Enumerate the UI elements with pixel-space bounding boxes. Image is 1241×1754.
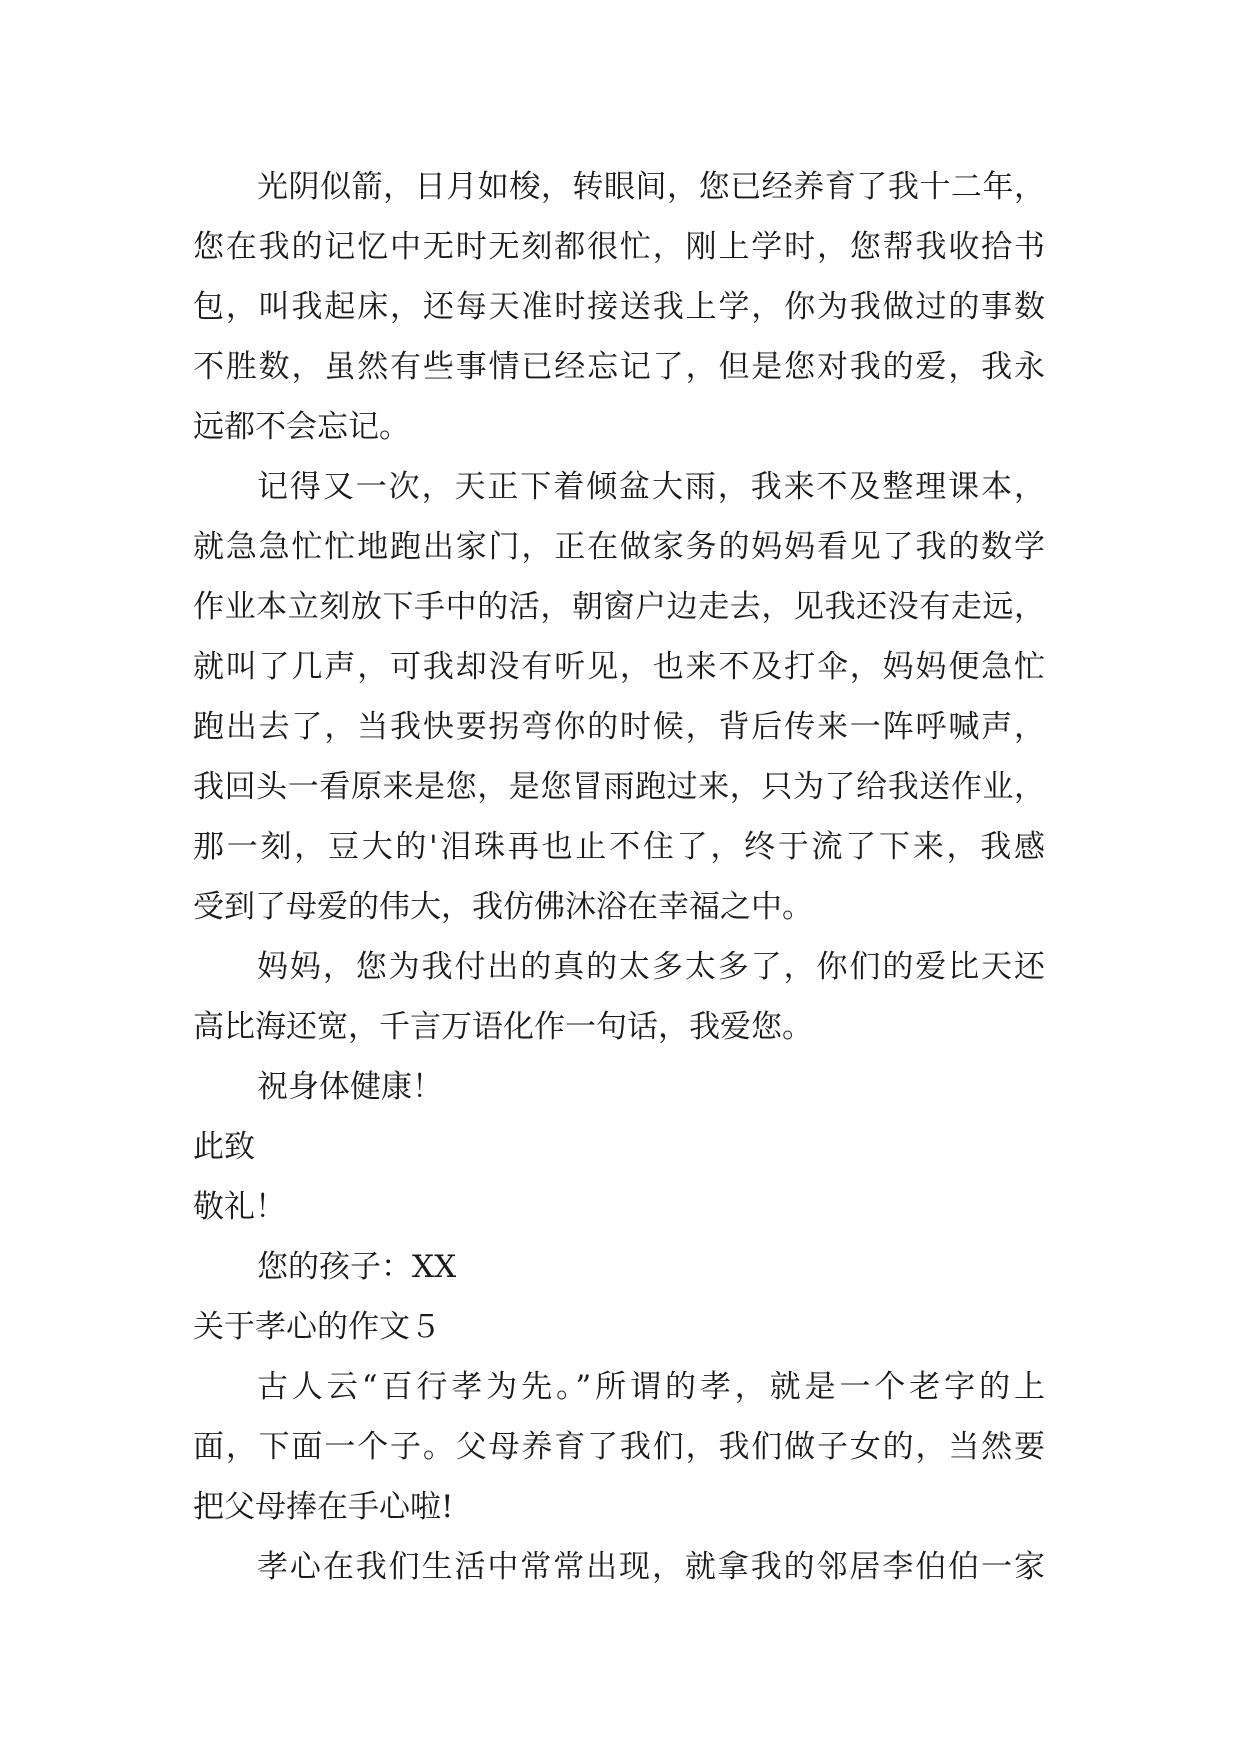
body-paragraph: [193, 1357, 1045, 1537]
text-line: 不胜数，虽然有些事情已经忘记了，但是您对我的爱，我永: [193, 349, 1045, 385]
text-line: 记得又一次，天正下着倾盆大雨，我来不及整理课本，: [257, 469, 1045, 505]
text-line: 敬礼！: [193, 1189, 286, 1225]
body-paragraph: [193, 457, 1045, 937]
body-paragraph: [193, 1537, 1045, 1597]
text-line: 光阴似箭，日月如梭，转眼间，您已经养育了我十二年，: [257, 169, 1045, 205]
text-line: 那一刻，豆大的'泪珠再也止不住了，终于流了下来，我感: [193, 829, 1045, 865]
text-line: 就叫了几声，可我却没有听见，也来不及打伞，妈妈便急忙: [193, 649, 1045, 685]
text-line: 高比海还宽，千言万语化作一句话，我爱您。: [193, 1009, 813, 1045]
text-line: 古人云“百行孝为先。”所谓的孝，就是一个老字的上: [257, 1369, 1045, 1405]
text-line: 远都不会忘记。: [193, 409, 410, 445]
text-line: 孝心在我们生活中常常出现，就拿我的邻居李伯伯一家: [257, 1549, 1045, 1585]
essay-heading: [193, 1297, 1045, 1357]
signature: [193, 1237, 1045, 1297]
salutation-jingli: [193, 1177, 1045, 1237]
text-line: 祝身体健康！: [257, 1069, 443, 1105]
text-line: 受到了母爱的伟大，我仿佛沐浴在幸福之中。: [193, 889, 813, 925]
salutation-cizhi: [193, 1117, 1045, 1177]
closing-wish: [193, 1057, 1045, 1117]
text-line: 您在我的记忆中无时无刻都很忙，刚上学时，您帮我收拾书: [193, 229, 1045, 265]
body-paragraph: [193, 937, 1045, 1057]
text-line: 关于孝心的作文５: [193, 1309, 441, 1345]
text-line: 包，叫我起床，还每天准时接送我上学，你为我做过的事数: [193, 289, 1045, 325]
body-paragraph: [193, 157, 1045, 457]
text-line: 就急急忙忙地跑出家门，正在做家务的妈妈看见了我的数学: [193, 529, 1045, 565]
text-line: 作业本立刻放下手中的活，朝窗户边走去，见我还没有走远，: [193, 589, 1045, 625]
text-line: 此致: [193, 1129, 255, 1165]
text-line: 我回头一看原来是您，是您冒雨跑过来，只为了给我送作业，: [193, 769, 1045, 805]
text-line: 跑出去了，当我快要拐弯你的时候，背后传来一阵呼喊声，: [193, 709, 1045, 745]
text-line: 面，下面一个子。父母养育了我们，我们做子女的，当然要: [193, 1429, 1045, 1465]
text-line: 妈妈，您为我付出的真的太多太多了，你们的爱比天还: [257, 949, 1045, 985]
text-line: 您的孩子：XX: [257, 1249, 457, 1285]
document-page: [193, 157, 1045, 1597]
text-line: 把父母捧在手心啦!: [193, 1489, 454, 1525]
